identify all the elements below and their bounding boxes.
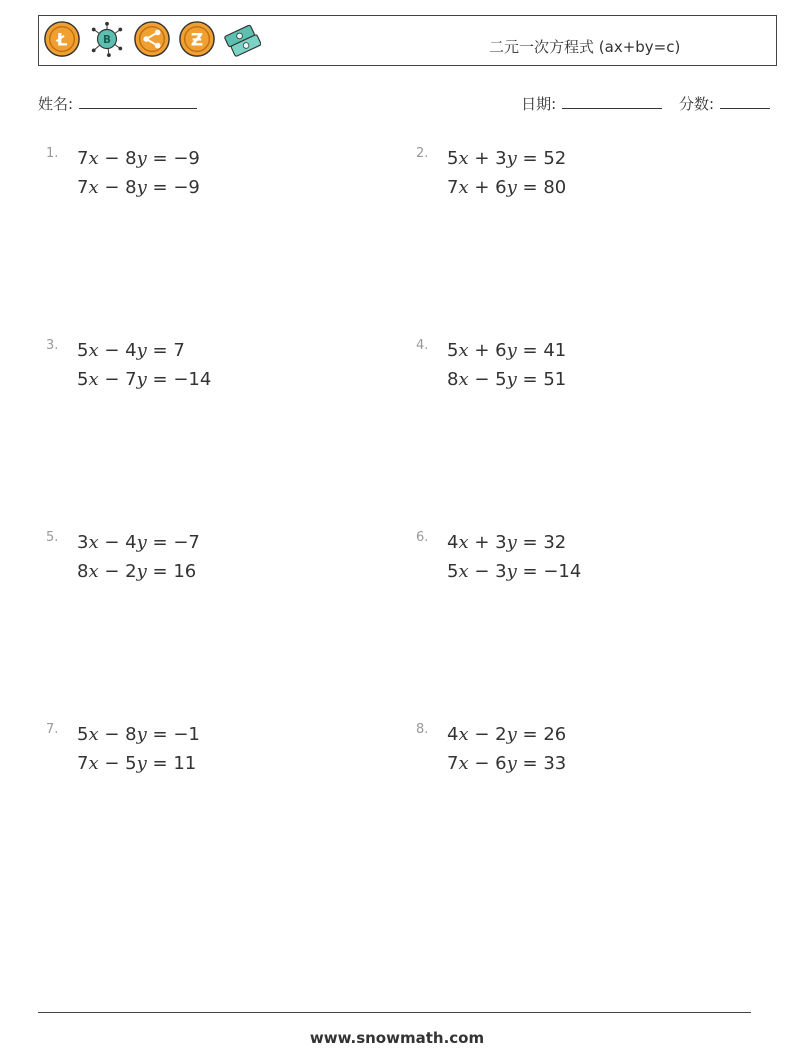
coef-y: 2	[125, 561, 137, 582]
coef-x: 7	[77, 148, 89, 169]
operator: −	[474, 561, 490, 582]
coef-y: 6	[495, 177, 507, 198]
var-y: y	[136, 532, 147, 553]
coef-y: 8	[125, 724, 137, 745]
var-x: x	[458, 177, 469, 198]
equation-line: 5x − 3y = −14	[447, 561, 582, 582]
var-x: x	[458, 724, 469, 745]
coef-y: 3	[495, 561, 507, 582]
var-y: y	[506, 532, 517, 553]
coef-y: 4	[125, 340, 137, 361]
rhs-value: 80	[543, 177, 567, 198]
coef-x: 5	[77, 369, 89, 390]
coef-x: 5	[447, 148, 459, 169]
var-x: x	[88, 369, 99, 390]
equation-line: 5x − 8y = −1	[77, 724, 200, 745]
operator: −	[474, 753, 490, 774]
problem-number: 5.	[46, 530, 59, 545]
zcash-coin-icon	[178, 20, 216, 58]
var-x: x	[458, 753, 469, 774]
rhs-value: 11	[173, 753, 197, 774]
rhs-value: 33	[543, 753, 567, 774]
var-y: y	[136, 177, 147, 198]
equation-line: 7x − 5y = 11	[77, 753, 197, 774]
equation-line: 5x + 6y = 41	[447, 340, 567, 361]
var-x: x	[458, 340, 469, 361]
equation-line: 5x − 7y = −14	[77, 369, 212, 390]
coef-y: 5	[125, 753, 137, 774]
rhs-value: 7	[173, 340, 185, 361]
var-x: x	[88, 724, 99, 745]
var-y: y	[136, 561, 147, 582]
var-y: y	[506, 340, 517, 361]
coef-x: 7	[77, 753, 89, 774]
var-x: x	[88, 177, 99, 198]
date-label: 日期:	[521, 95, 557, 113]
coef-x: 5	[447, 561, 459, 582]
coef-y: 5	[495, 369, 507, 390]
coef-y: 4	[125, 532, 137, 553]
var-x: x	[458, 532, 469, 553]
operator: −	[104, 369, 120, 390]
problem-number: 8.	[416, 722, 429, 737]
coef-x: 5	[77, 724, 89, 745]
problem-number: 2.	[416, 146, 429, 161]
footer-url: www.snowmath.com	[309, 1029, 485, 1047]
equation-line: 7x − 8y = −9	[77, 177, 200, 198]
rhs-value: 41	[543, 340, 567, 361]
operator: +	[474, 148, 490, 169]
operator: −	[104, 340, 120, 361]
operator: −	[104, 148, 120, 169]
rhs-value: −14	[173, 369, 212, 390]
var-y: y	[136, 369, 147, 390]
problem-number: 1.	[46, 146, 59, 161]
var-x: x	[458, 369, 469, 390]
header-icons	[43, 20, 261, 58]
var-x: x	[88, 561, 99, 582]
operator: −	[474, 724, 490, 745]
rhs-value: 52	[543, 148, 567, 169]
var-y: y	[136, 148, 147, 169]
name-blank[interactable]	[79, 94, 197, 109]
coef-x: 4	[447, 532, 459, 553]
coef-x: 3	[77, 532, 89, 553]
equation-line: 5x − 4y = 7	[77, 340, 185, 361]
coef-y: 2	[495, 724, 507, 745]
problem-number: 4.	[416, 338, 429, 353]
equation-line: 4x − 2y = 26	[447, 724, 567, 745]
rhs-value: −7	[173, 532, 200, 553]
operator: +	[474, 532, 490, 553]
coef-x: 5	[447, 340, 459, 361]
rhs-value: 32	[543, 532, 567, 553]
var-y: y	[506, 561, 517, 582]
equation-line: 5x + 3y = 52	[447, 148, 567, 169]
operator: −	[474, 369, 490, 390]
operator: −	[104, 753, 120, 774]
name-label: 姓名:	[38, 95, 74, 113]
worksheet-title: 二元一次方程式 (ax+by=c)	[489, 38, 681, 56]
coef-x: 7	[77, 177, 89, 198]
var-y: y	[506, 753, 517, 774]
bitcoin-network-icon	[88, 20, 126, 58]
coef-x: 5	[77, 340, 89, 361]
equation-line: 3x − 4y = −7	[77, 532, 200, 553]
svg-text:Ƶ: Ƶ	[190, 30, 204, 51]
litecoin-coin-icon	[43, 20, 81, 58]
svg-text:Ł: Ł	[56, 30, 68, 51]
var-y: y	[506, 148, 517, 169]
coef-y: 7	[125, 369, 137, 390]
date-score-fields	[521, 93, 770, 114]
operator: +	[474, 177, 490, 198]
rhs-value: 16	[173, 561, 197, 582]
var-x: x	[458, 561, 469, 582]
problem-number: 3.	[46, 338, 59, 353]
problem-number: 7.	[46, 722, 59, 737]
coef-y: 3	[495, 532, 507, 553]
var-x: x	[88, 148, 99, 169]
date-blank[interactable]	[562, 94, 662, 109]
var-y: y	[136, 753, 147, 774]
problem-number: 6.	[416, 530, 429, 545]
svg-text:B: B	[103, 33, 111, 46]
rhs-value: 51	[543, 369, 567, 390]
score-blank[interactable]	[720, 94, 770, 109]
var-y: y	[506, 177, 517, 198]
var-y: y	[506, 369, 517, 390]
rhs-value: 26	[543, 724, 567, 745]
var-x: x	[88, 753, 99, 774]
var-y: y	[506, 724, 517, 745]
coef-x: 4	[447, 724, 459, 745]
coef-y: 8	[125, 148, 137, 169]
equation-line: 7x − 6y = 33	[447, 753, 567, 774]
equation-line: 4x + 3y = 32	[447, 532, 567, 553]
rhs-value: −1	[173, 724, 200, 745]
operator: −	[104, 561, 120, 582]
operator: −	[104, 177, 120, 198]
operator: +	[474, 340, 490, 361]
worksheet-header	[38, 15, 777, 66]
equation-line: 7x + 6y = 80	[447, 177, 567, 198]
operator: −	[104, 532, 120, 553]
coef-y: 6	[495, 340, 507, 361]
share-coin-icon	[133, 20, 171, 58]
rhs-value: −9	[173, 148, 200, 169]
var-x: x	[88, 340, 99, 361]
equation-line: 8x − 2y = 16	[77, 561, 197, 582]
var-x: x	[458, 148, 469, 169]
coef-y: 3	[495, 148, 507, 169]
rhs-value: −9	[173, 177, 200, 198]
coef-y: 6	[495, 753, 507, 774]
var-y: y	[136, 724, 147, 745]
footer-divider	[38, 1012, 751, 1013]
operator: −	[104, 724, 120, 745]
coef-x: 8	[447, 369, 459, 390]
var-y: y	[136, 340, 147, 361]
rhs-value: −14	[543, 561, 582, 582]
equation-line: 7x − 8y = −9	[77, 148, 200, 169]
equation-line: 8x − 5y = 51	[447, 369, 567, 390]
coef-x: 7	[447, 753, 459, 774]
coef-x: 8	[77, 561, 89, 582]
score-label: 分数:	[678, 95, 714, 113]
money-bills-icon	[223, 20, 261, 58]
coef-x: 7	[447, 177, 459, 198]
name-field	[38, 93, 197, 114]
var-x: x	[88, 532, 99, 553]
coef-y: 8	[125, 177, 137, 198]
